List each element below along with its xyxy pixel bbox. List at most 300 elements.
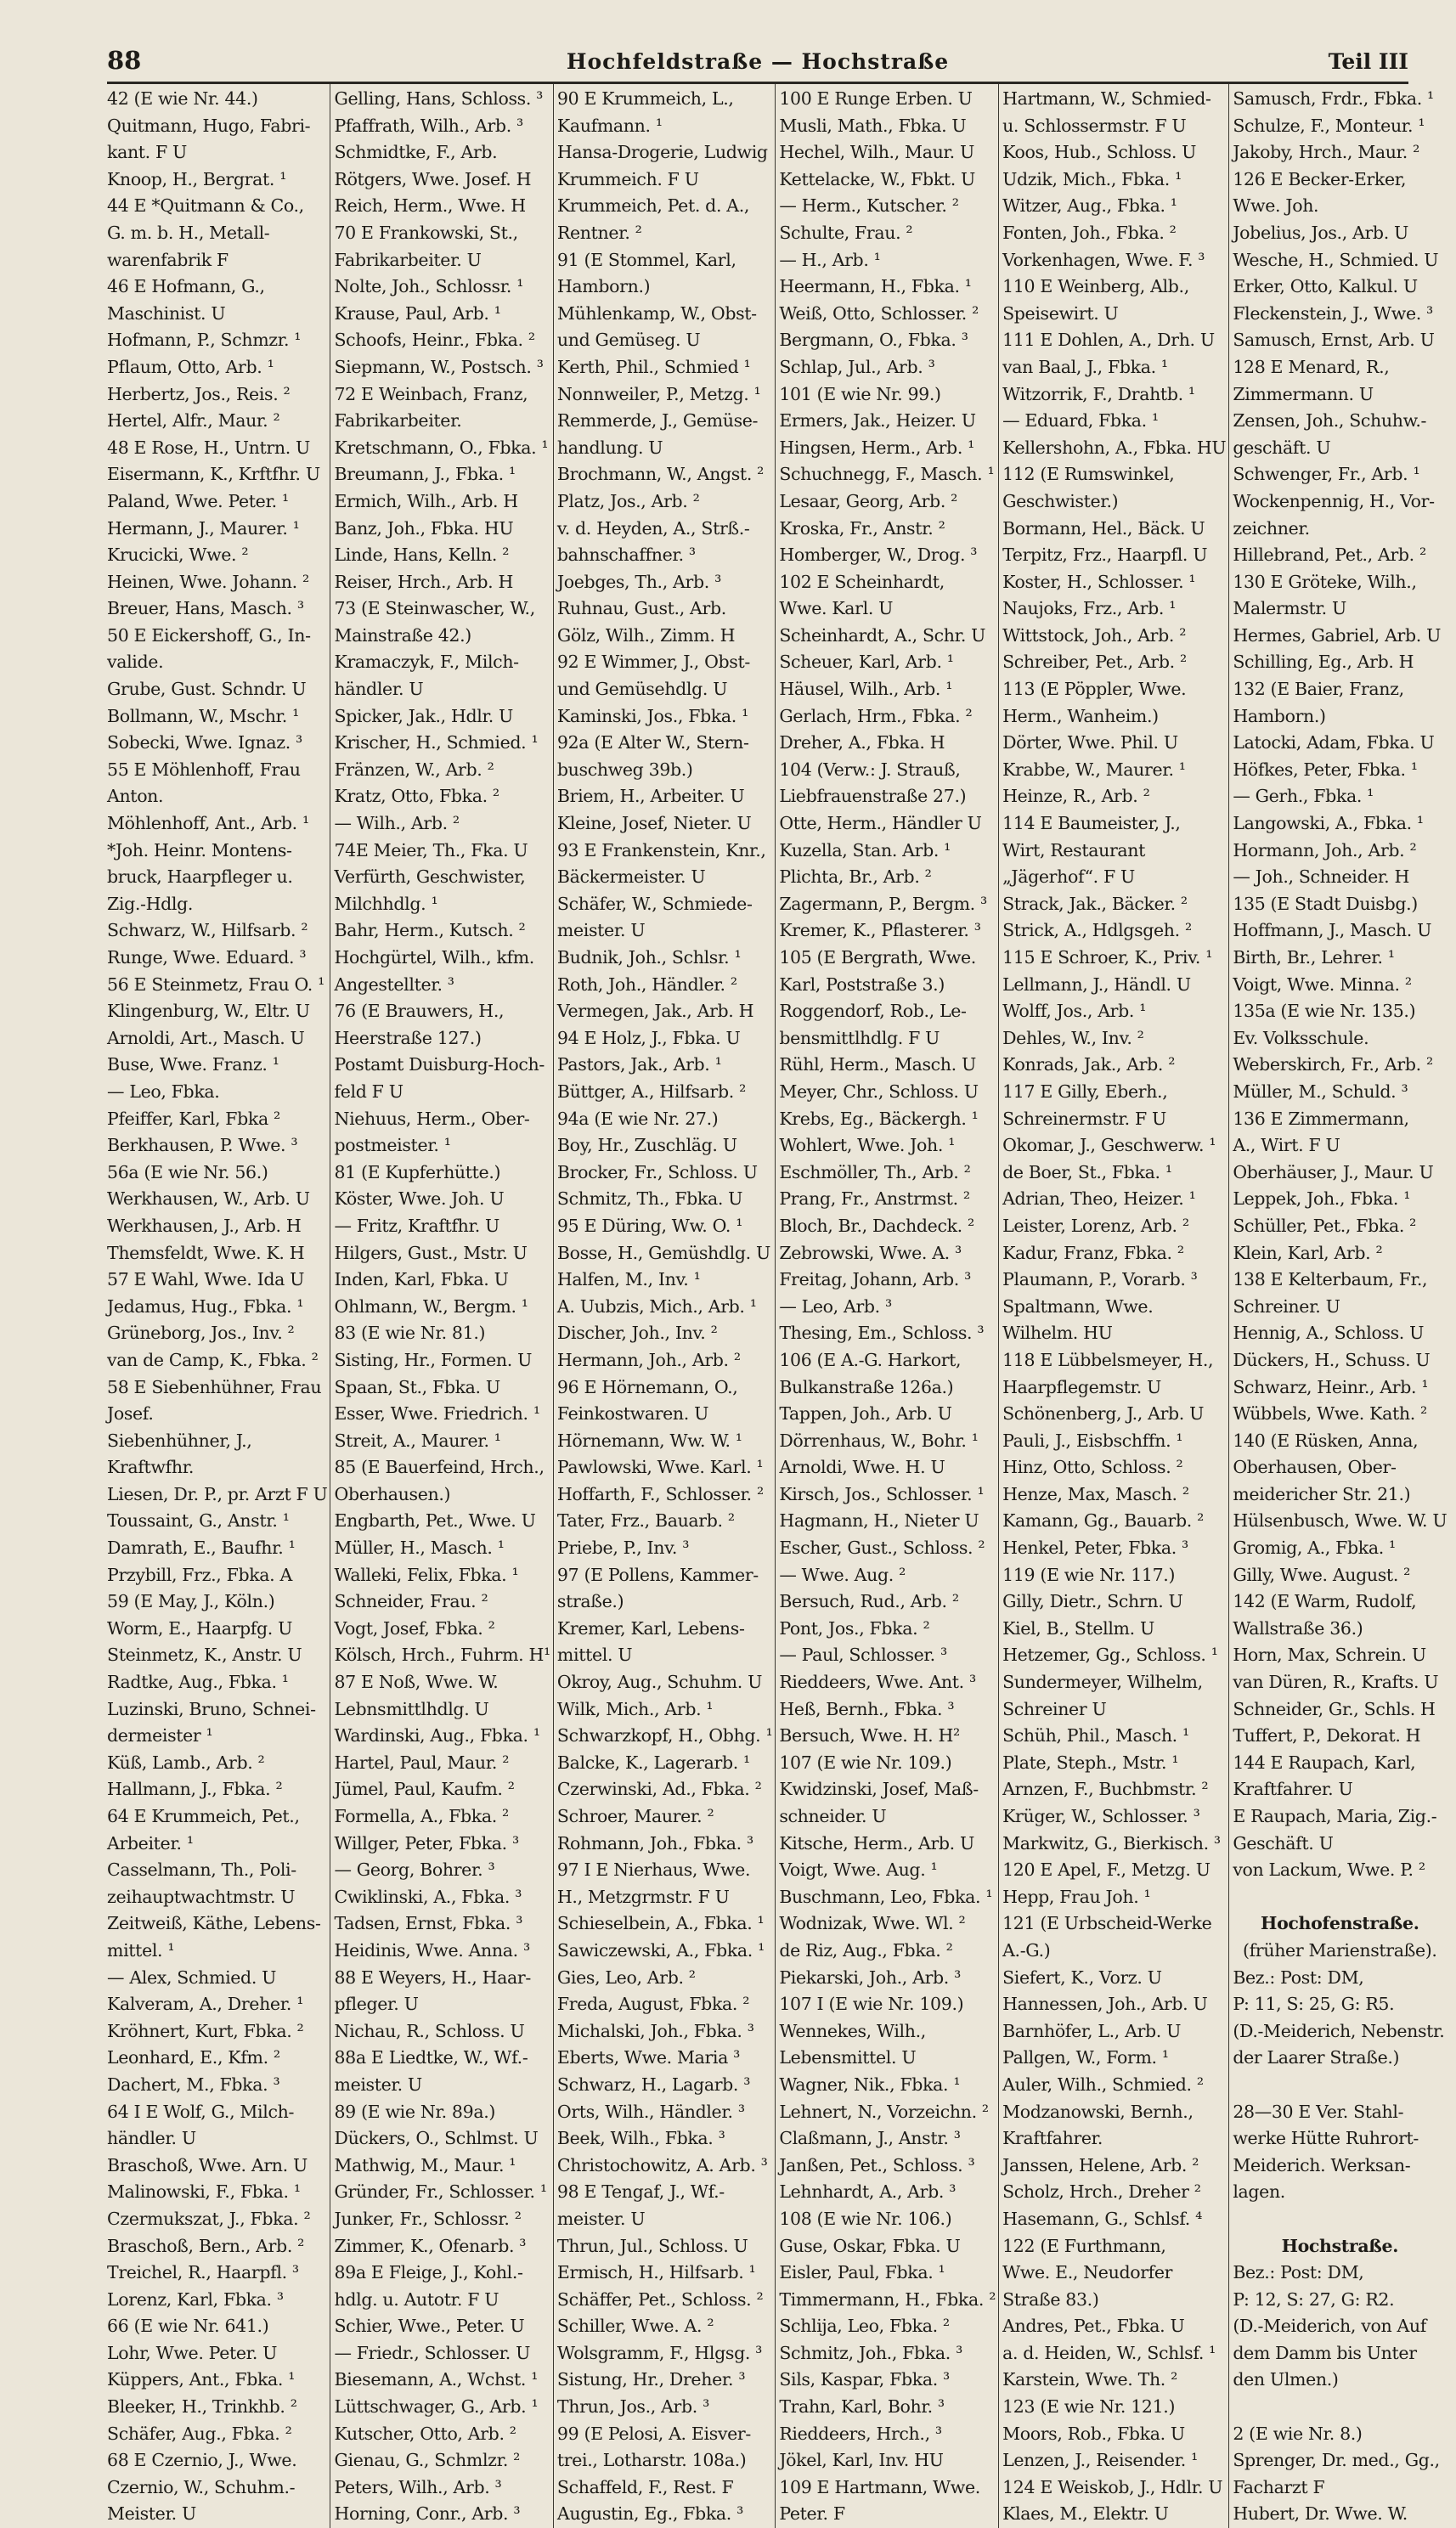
directory-entry: Henze, Max, Masch. ² — [1002, 1483, 1189, 1504]
directory-entry: Timmermann, H., Fbka. ² — [779, 2288, 996, 2310]
directory-entry: zeichner. — [1233, 517, 1310, 539]
directory-entry: Sisting, Hr., Formen. U — [334, 1349, 533, 1370]
directory-entry: Escher, Gust., Schloss. ² — [779, 1538, 985, 1559]
directory-entry: Engbarth, Pet., Wwe. U — [334, 1510, 536, 1532]
directory-entry: Przybill, Frz., Fbka. A — [107, 1564, 292, 1585]
directory-entry: 109 E Hartmann, Wwe. — [779, 2476, 980, 2497]
directory-entry: Hillebrand, Pet., Arb. ² — [1233, 545, 1426, 566]
directory-entry: Schüh, Phil., Masch. ¹ — [1002, 1725, 1189, 1746]
street-note: (früher Marienstraße). — [1243, 1939, 1437, 1961]
directory-entry: Dörrenhaus, W., Bohr. ¹ — [779, 1430, 979, 1451]
directory-entry: Kiel, B., Stellm. U — [1002, 1617, 1154, 1639]
directory-entry: Wwe. E., Neudorfer — [1002, 2262, 1173, 2283]
directory-entry: Sundermeyer, Wilhelm, — [1002, 1672, 1203, 1693]
directory-entry: Werkhausen, J., Arb. H — [107, 1215, 302, 1236]
directory-entry: Haarpflegemstr. U — [1002, 1376, 1161, 1397]
directory-entry: Radtke, Aug., Fbka. ¹ — [107, 1672, 289, 1693]
directory-entry: 98 E Tengaf, J., Wf.- — [556, 2181, 725, 2203]
directory-entry: 88 E Weyers, H., Haar- — [334, 1967, 531, 1988]
directory-entry: Tater, Frz., Bauarb. ² — [556, 1510, 735, 1532]
directory-entry: Breumann, J., Fbka. ¹ — [334, 464, 516, 485]
directory-entry: Anton. — [107, 786, 164, 807]
directory-entry: 93 E Frankenstein, Knr., — [556, 839, 766, 861]
directory-entry: 76 (E Brauwers, H., — [334, 1001, 505, 1022]
directory-entry: Wilk, Mich., Arb. ¹ — [556, 1698, 714, 1719]
directory-entry: 92a (E Alter W., Stern- — [556, 732, 749, 753]
directory-entry: Hamborn.) — [556, 276, 651, 297]
directory-entry: Paland, Wwe. Peter. ¹ — [107, 490, 289, 511]
directory-entry: Platz, Jos., Arb. ² — [556, 490, 700, 511]
directory-entry: Freda, August, Fbka. ² — [556, 1994, 750, 2015]
directory-entry: Kwidzinski, Josef, Maß- — [779, 1779, 979, 1800]
directory-entry: Klingenburg, W., Eltr. U — [107, 1001, 310, 1022]
directory-entry: 124 E Weiskob, J., Hdlr. U — [1002, 2476, 1223, 2497]
directory-entry: Braschoß, Bern., Arb. ² — [107, 2235, 305, 2256]
directory-entry: — Eduard, Fbka. ¹ — [1002, 410, 1159, 432]
directory-entry: Krabbe, W., Maurer. ¹ — [1002, 759, 1186, 780]
directory-entry: Bez.: Post: DM, — [1233, 2262, 1364, 2283]
directory-entry: Nonnweiler, P., Metzg. ¹ — [556, 383, 761, 404]
directory-entry: Peters, Wilh., Arb. ³ — [334, 2476, 502, 2497]
directory-entry: Homberger, W., Drog. ³ — [779, 545, 978, 566]
directory-entry: Bez.: Post: DM, — [1233, 1967, 1364, 1988]
directory-entry: Formella, A., Fbka. ² — [334, 1806, 509, 1826]
directory-entry: Oberhäuser, J., Maur. U — [1233, 1161, 1434, 1182]
directory-entry: Lesaar, Georg, Arb. ² — [779, 490, 958, 511]
directory-entry: Meiderich. Werksan- — [1233, 2154, 1411, 2175]
directory-entry: Michalski, Joh., Fbka. ³ — [556, 2020, 754, 2041]
directory-entry: Küppers, Ant., Fbka. ¹ — [107, 2369, 296, 2390]
directory-entry: handlung. U — [556, 437, 663, 458]
directory-entry: Pflaum, Otto, Arb. ¹ — [107, 356, 274, 377]
directory-entry — [1233, 2394, 1447, 2421]
directory-entry: Hannessen, Joh., Arb. U — [1002, 1994, 1208, 2015]
directory-entry: Schüller, Pet., Fbka. ² — [1233, 1215, 1417, 1236]
directory-entry: Liebfrauenstraße 27.) — [779, 786, 967, 807]
directory-entry: Reiser, Hrch., Arb. H — [334, 571, 514, 592]
directory-entry: Zimmermann. U — [1233, 383, 1374, 404]
directory-entry: Siepmann, W., Postsch. ³ — [334, 356, 544, 377]
directory-entry: Fleckenstein, J., Wwe. ³ — [1233, 302, 1433, 324]
directory-entry: Czerwinski, Ad., Fbka. ² — [556, 1779, 762, 1800]
directory-entry: Bollmann, W., Mschr. ¹ — [107, 705, 299, 726]
directory-entry: Pont, Jos., Fbka. ² — [779, 1617, 930, 1639]
directory-entry: van Baal, J., Fbka. ¹ — [1002, 356, 1168, 377]
directory-entry: Schäfer, Aug., Fbka. ² — [107, 2423, 292, 2444]
directory-entry: Wirt, Restaurant — [1002, 839, 1146, 861]
directory-entry: Budnik, Joh., Schlsr. ¹ — [556, 947, 742, 968]
directory-entry: Fonten, Joh., Fbka. ² — [1002, 222, 1177, 243]
directory-entry: Postamt Duisburg-Hoch- — [334, 1054, 545, 1075]
directory-entry: Plate, Steph., Mstr. ¹ — [1002, 1752, 1179, 1773]
directory-entry: Eschmöller, Th., Arb. ² — [779, 1161, 971, 1182]
directory-entry: Nichau, R., Schloss. U — [334, 2020, 525, 2041]
directory-entry: 92 E Wimmer, J., Obst- — [556, 652, 750, 673]
directory-entry: Bloch, Br., Dachdeck. ² — [779, 1215, 974, 1236]
directory-entry: Hülsenbusch, Wwe. W. U — [1233, 1510, 1448, 1532]
directory-entry: Markwitz, G., Bierkisch. ³ — [1002, 1832, 1221, 1854]
directory-entry: bahnschaffner. ³ — [556, 545, 696, 566]
directory-entry: Adrian, Theo, Heizer. ¹ — [1002, 1188, 1196, 1210]
column-2 — [330, 84, 552, 2528]
directory-entry: van Düren, R., Krafts. U — [1233, 1672, 1439, 1693]
directory-entry: Spaltmann, Wwe. — [1002, 1295, 1154, 1317]
directory-entry: Maschinist. U — [107, 302, 226, 324]
directory-entry: Schmidtke, F., Arb. — [334, 142, 498, 163]
directory-entry: Hubert, Dr. Wwe. W. — [1233, 2503, 1408, 2525]
directory-entry: Strick, A., Hdlgsgeh. ² — [1002, 920, 1192, 941]
directory-entry: Pfeiffer, Karl, Fbka ² — [107, 1108, 280, 1129]
directory-entry: Eisler, Paul, Fbka. ¹ — [779, 2262, 945, 2283]
directory-entry: Priebe, P., Inv. ³ — [556, 1538, 690, 1559]
directory-entry: (D.-Meiderich, von Auf — [1233, 2316, 1427, 2337]
directory-entry: Küß, Lamb., Arb. ² — [107, 1752, 265, 1773]
directory-entry: Augustin, Eg., Fbka. ³ — [556, 2503, 743, 2525]
directory-entry: 135 (E Stadt Duisbg.) — [1233, 893, 1418, 914]
directory-entry: Kroska, Fr., Anstr. ² — [779, 517, 945, 539]
directory-entry: Latocki, Adam, Fbka. U — [1233, 732, 1435, 753]
directory-entry: feld F U — [334, 1081, 404, 1102]
directory-entry: Hennig, A., Schloss. U — [1233, 1323, 1425, 1344]
directory-entry: a. d. Heiden, W., Schlsf. ¹ — [1002, 2342, 1216, 2363]
directory-entry: 73 (E Steinwascher, W., — [334, 598, 535, 619]
directory-entry: Rieddeers, Hrch., ³ — [779, 2423, 942, 2444]
directory-entry: und Gemüseg. U — [556, 330, 701, 351]
directory-entry: Kaminski, Jos., Fbka. ¹ — [556, 705, 748, 726]
directory-entry: Scheuer, Karl, Arb. ¹ — [779, 652, 954, 673]
directory-entry: Inden, Karl, Fbka. U — [334, 1269, 509, 1290]
directory-entry: — Alex, Schmied. U — [107, 1967, 277, 1988]
directory-entry: Milchhdlg. ¹ — [334, 893, 438, 914]
directory-entry: Plichta, Br., Arb. ² — [779, 866, 932, 888]
directory-entry: Bleeker, H., Trinkhb. ² — [107, 2396, 297, 2418]
directory-entry: Hamborn.) — [1233, 705, 1326, 726]
directory-entry: — Paul, Schlosser. ³ — [779, 1645, 947, 1666]
directory-entry: — Gerh., Fbka. ¹ — [1233, 786, 1374, 807]
directory-entry: Kutscher, Otto, Arb. ² — [334, 2423, 516, 2444]
directory-entry: trei., Lotharstr. 108a.) — [556, 2450, 747, 2471]
directory-entry: Kuzella, Stan. Arb. ¹ — [779, 839, 951, 861]
directory-entry: der Laarer Straße.) — [1233, 2047, 1400, 2068]
directory-entry: 135a (E wie Nr. 135.) — [1233, 1001, 1416, 1022]
directory-entry: — Herm., Kutscher. ² — [779, 195, 959, 217]
directory-entry: Herbertz, Jos., Reis. ² — [107, 383, 291, 404]
directory-entry: Freitag, Johann, Arb. ³ — [779, 1269, 971, 1290]
directory-entry: Schäffer, Pet., Schloss. ² — [556, 2288, 764, 2310]
directory-entry: Langowski, A., Fbka. ¹ — [1233, 813, 1424, 834]
directory-entry: Toussaint, G., Anstr. ¹ — [107, 1510, 290, 1532]
directory-entry: Luzinski, Bruno, Schnei- — [107, 1698, 316, 1719]
directory-entry: Wwe. Joh. — [1233, 195, 1319, 217]
directory-entry: Hörnemann, Ww. W. ¹ — [556, 1430, 742, 1451]
directory-entry: Lehnert, N., Vorzeichn. ² — [779, 2101, 989, 2122]
directory-entry: Feinkostwaren. U — [556, 1403, 709, 1425]
directory-entry: Koos, Hub., Schloss. U — [1002, 142, 1197, 163]
directory-entry: Hansa-Drogerie, Ludwig — [556, 142, 768, 163]
directory-entry: Meister. U — [107, 2503, 196, 2525]
directory-entry: Wohlert, Wwe. Joh. ¹ — [779, 1135, 956, 1156]
directory-entry: Schneider, Frau. ² — [334, 1591, 488, 1612]
section-part: Teil III — [1328, 49, 1408, 74]
directory-entry: Grube, Gust. Schndr. U — [107, 679, 307, 700]
page-number: 88 — [107, 46, 142, 75]
directory-entry: Schulze, F., Monteur. ¹ — [1233, 115, 1425, 136]
directory-entry: Spaan, St., Fbka. U — [334, 1376, 500, 1397]
directory-entry: Kraftfahrer. — [1002, 2128, 1103, 2149]
directory-entry: 85 (E Bauerfeind, Hrch., — [334, 1457, 545, 1478]
directory-entry: Streit, A., Maurer. ¹ — [334, 1430, 501, 1451]
directory-entry: P: 12, S: 27, G: R2. — [1233, 2288, 1395, 2310]
directory-entry: 110 E Weinberg, Alb., — [1002, 276, 1189, 297]
directory-entry: Schieselbein, A., Fbka. ¹ — [556, 1913, 765, 1934]
directory-entry: Schroer, Maurer. ² — [556, 1806, 714, 1826]
directory-entry: Walleki, Felix, Fbka. ¹ — [334, 1564, 519, 1585]
directory-entry: Zig.-Hdlg. — [107, 893, 194, 914]
directory-entry: P: 11, S: 25, G: R5. — [1233, 1994, 1395, 2015]
directory-entry: Kremer, K., Pflasterer. ³ — [779, 920, 981, 941]
directory-entry: Schier, Wwe., Peter. U — [334, 2316, 525, 2337]
directory-entry: Zeitweiß, Käthe, Lebens- — [107, 1913, 321, 1934]
directory-entry: 28—30 E Ver. Stahl- — [1233, 2101, 1404, 2122]
directory-entry: Krucicki, Wwe. ² — [107, 545, 249, 566]
directory-entry: Boy, Hr., Zuschläg. U — [556, 1135, 737, 1156]
directory-entry: Wagner, Nik., Fbka. ¹ — [779, 2074, 961, 2095]
directory-entry: postmeister. ¹ — [334, 1135, 451, 1156]
directory-entry: 107 I (E wie Nr. 109.) — [779, 1994, 964, 2015]
directory-entry: Kaufmann. ¹ — [556, 115, 663, 136]
directory-entry: de Boer, St., Fbka. ¹ — [1002, 1161, 1172, 1182]
directory-entry: 105 (E Bergrath, Wwe. — [779, 947, 976, 968]
directory-entry: 83 (E wie Nr. 81.) — [334, 1323, 486, 1344]
directory-entry: lagen. — [1233, 2181, 1285, 2203]
directory-entry: Brochmann, W., Angst. ² — [556, 464, 765, 485]
directory-entry: 66 (E wie Nr. 641.) — [107, 2316, 269, 2337]
directory-entry: Treichel, R., Haarpfl. ³ — [107, 2262, 299, 2283]
directory-entry: Ruhnau, Gust., Arb. — [556, 598, 726, 619]
directory-entry: Rühl, Herm., Masch. U — [779, 1054, 976, 1075]
directory-entry: Kamann, Gg., Bauarb. ² — [1002, 1510, 1204, 1532]
directory-entry: Leonhard, E., Kfm. ² — [107, 2047, 280, 2068]
directory-entry: Höfkes, Peter, Fbka. ¹ — [1233, 759, 1418, 780]
directory-entry: Schmitz, Joh., Fbka. ³ — [779, 2342, 962, 2363]
directory-entry: Vorkenhagen, Wwe. F. ³ — [1002, 249, 1205, 270]
directory-entry: 120 E Apel, F., Metzg. U — [1002, 1859, 1211, 1881]
directory-entry: Schwarz, Heinr., Arb. ¹ — [1233, 1376, 1429, 1397]
directory-entry: Hingsen, Herm., Arb. ¹ — [779, 437, 975, 458]
directory-entry: Schneider, Gr., Schls. H — [1233, 1698, 1436, 1719]
directory-entry: Gerlach, Hrm., Fbka. ² — [779, 705, 973, 726]
directory-entry: H., Metzgrmstr. F U — [556, 1886, 730, 1907]
directory-entry: Eberts, Wwe. Maria ³ — [556, 2047, 741, 2068]
directory-entry: Hoffmann, J., Masch. U — [1233, 920, 1432, 941]
directory-entry: 89 (E wie Nr. 89a.) — [334, 2101, 496, 2122]
directory-entry: 107 (E wie Nr. 109.) — [779, 1752, 952, 1773]
directory-entry: G. m. b. H., Metall- — [107, 222, 270, 243]
directory-entry: Lohr, Wwe. Peter. U — [107, 2342, 278, 2363]
directory-entry: Knoop, H., Bergrat. ¹ — [107, 168, 287, 189]
directory-entry: Banz, Joh., Fbka. HU — [334, 517, 514, 539]
directory-entry: geschäft. U — [1233, 437, 1331, 458]
directory-entry: Klein, Karl, Arb. ² — [1233, 1242, 1383, 1263]
directory-entry: Pauli, J., Eisbschffn. ¹ — [1002, 1430, 1183, 1451]
directory-entry: Kraftwfhr. — [107, 1457, 195, 1478]
directory-entry: Bormann, Hel., Bäck. U — [1002, 517, 1205, 539]
directory-entry: händler. U — [334, 679, 424, 700]
directory-entry: Karl, Poststraße 3.) — [779, 973, 945, 995]
directory-entry: Prang, Fr., Anstrmst. ² — [779, 1188, 970, 1210]
directory-entry: Schreiber, Pet., Arb. ² — [1002, 652, 1187, 673]
directory-entry: Weiß, Otto, Schlosser. ² — [779, 302, 979, 324]
directory-entry: 104 (Verw.: J. Strauß, — [779, 759, 961, 780]
directory-entry: 96 E Hörnemann, O., — [556, 1376, 738, 1397]
directory-entry: Schoofs, Heinr., Fbka. ² — [334, 330, 535, 351]
directory-entry: Hasemann, G., Schlsf. ⁴ — [1002, 2208, 1202, 2229]
directory-entry: Discher, Joh., Inv. ² — [556, 1323, 718, 1344]
directory-entry: van de Camp, K., Fbka. ² — [107, 1349, 319, 1370]
directory-entry: Roggendorf, Rob., Le- — [779, 1001, 967, 1022]
directory-entry: Modzanowski, Bernh., — [1002, 2101, 1194, 2122]
directory-entry: Hinz, Otto, Schloss. ² — [1002, 1457, 1183, 1478]
directory-entry: Jümel, Paul, Kaufm. ² — [334, 1779, 515, 1800]
directory-entry: Rohmann, Joh., Fbka. ³ — [556, 1832, 753, 1854]
directory-entry: bensmittlhdlg. F U — [779, 1027, 940, 1048]
directory-entry: Kratz, Otto, Fbka. ² — [334, 786, 499, 807]
directory-entry: Zimmer, K., Ofenarb. ³ — [334, 2235, 527, 2256]
street-heading: Hochofenstraße. — [1261, 1913, 1419, 1934]
directory-entry: Gölz, Wilh., Zimm. H — [556, 624, 736, 646]
directory-entry: Lebensmittel. U — [779, 2047, 917, 2068]
directory-entry: Geschäft. U — [1233, 1832, 1334, 1854]
directory-entry: Schilling, Eg., Arb. H — [1233, 652, 1414, 673]
directory-entry: Zensen, Joh., Schuhw.- — [1233, 410, 1427, 432]
directory-entry: Naujoks, Frz., Arb. ¹ — [1002, 598, 1177, 619]
directory-entry: Ermers, Jak., Heizer. U — [779, 410, 976, 432]
directory-entry: Niehuus, Herm., Ober- — [334, 1108, 530, 1129]
directory-entry: Wallstraße 36.) — [1233, 1617, 1363, 1639]
directory-entry: Schlap, Jul., Arb. ³ — [779, 356, 935, 377]
directory-entry: 91 (E Stommel, Karl, — [556, 249, 736, 270]
directory-entry: Gies, Leo, Arb. ² — [556, 1967, 696, 1988]
directory-entry: Hermann, J., Maurer. ¹ — [107, 517, 300, 539]
directory-entry: 108 (E wie Nr. 106.) — [779, 2208, 952, 2229]
directory-entry: Jedamus, Hug., Fbka. ¹ — [107, 1295, 304, 1317]
directory-entry: Fabrikarbeiter. — [334, 410, 462, 432]
directory-entry: Horning, Conr., Arb. ³ — [334, 2503, 521, 2525]
directory-entry: Schaffeld, F., Rest. F — [556, 2476, 734, 2497]
directory-entry: Zebrowski, Wwe. A. ³ — [779, 1242, 962, 1263]
directory-entry: Gelling, Hans, Schloss. ³ — [334, 88, 544, 109]
directory-entry: v. d. Heyden, A., Strß.- — [556, 517, 750, 539]
directory-entry: Witzorrik, F., Drahtb. ¹ — [1002, 383, 1195, 404]
directory-entry: 44 E *Quitmann & Co., — [107, 195, 304, 217]
directory-entry: Krause, Paul, Arb. ¹ — [334, 302, 501, 324]
directory-entry: Leppek, Joh., Fbka. ¹ — [1233, 1188, 1411, 1210]
directory-entry: von Lackum, Wwe. P. ² — [1233, 1859, 1425, 1881]
directory-entry: Buse, Wwe. Franz. ¹ — [107, 1054, 279, 1075]
directory-entry: Koster, H., Schlosser. ¹ — [1002, 571, 1196, 592]
directory-entry: Czernio, W., Schuhm.- — [107, 2476, 296, 2497]
directory-entry: Orts, Wilh., Händler. ³ — [556, 2101, 745, 2122]
directory-entry: Heerstraße 127.) — [334, 1027, 482, 1048]
directory-entry: Udzik, Mich., Fbka. ¹ — [1002, 168, 1182, 189]
column-6 — [1228, 84, 1449, 2528]
directory-entry: Henkel, Peter, Fbka. ³ — [1002, 1538, 1188, 1559]
directory-entry: Musli, Math., Fbka. U — [779, 115, 967, 136]
directory-entry: A. Uubzis, Mich., Arb. ¹ — [556, 1295, 757, 1317]
directory-entry: kant. F U — [107, 142, 187, 163]
directory-entry: Roth, Joh., Händler. ² — [556, 973, 737, 995]
page-title: Hochfeldstraße — Hochstraße — [566, 49, 950, 74]
directory-entry: Thesing, Em., Schloss. ³ — [779, 1323, 985, 1344]
directory-entry: 88a E Liedtke, W., Wf.- — [334, 2047, 528, 2068]
directory-entry: 95 E Düring, Ww. O. ¹ — [556, 1215, 743, 1236]
directory-entry: A.-G.) — [1002, 1939, 1051, 1961]
directory-entry: Lenzen, J., Reisender. ¹ — [1002, 2450, 1199, 2471]
directory-entry: Joebges, Th., Arb. ³ — [556, 571, 721, 592]
directory-entry: 58 E Siebenhühner, Frau — [107, 1376, 322, 1397]
directory-entry: Buschmann, Leo, Fbka. ¹ — [779, 1886, 993, 1907]
directory-entry: Lebnsmittlhdlg. U — [334, 1698, 489, 1719]
directory-entry: schneider. U — [779, 1806, 887, 1826]
directory-entry: Köster, Wwe. Joh. U — [334, 1188, 505, 1210]
directory-entry: Brocker, Fr., Schloss. U — [556, 1161, 758, 1182]
directory-entry: Meyer, Chr., Schloss. U — [779, 1081, 979, 1102]
directory-entry: Hertel, Alfr., Maur. ² — [107, 410, 280, 432]
directory-entry: Piekarski, Joh., Arb. ³ — [779, 1967, 962, 1988]
directory-entry: Lorenz, Karl, Fbka. ³ — [107, 2288, 284, 2310]
directory-entry: Kadur, Franz, Fbka. ² — [1002, 1242, 1184, 1263]
directory-entry: Dückers, O., Schlmst. U — [334, 2128, 539, 2149]
directory-entry: 132 (E Baier, Franz, — [1233, 679, 1404, 700]
directory-entry: Kitsche, Herm., Arb. U — [779, 1832, 974, 1854]
directory-entry: Otte, Herm., Händler U — [779, 813, 982, 834]
directory-entry: Nolte, Joh., Schlossr. ¹ — [334, 276, 524, 297]
directory-entry: 126 E Becker-Erker, — [1233, 168, 1407, 189]
directory-entry: Bersuch, Rud., Arb. ² — [779, 1591, 959, 1612]
directory-entry: Josef. — [107, 1403, 154, 1425]
directory-entry: 113 (E Pöppler, Wwe. — [1002, 679, 1187, 700]
directory-entry: 72 E Weinbach, Franz, — [334, 383, 528, 404]
directory-entry: Wockenpennig, H., Vor- — [1233, 490, 1435, 511]
directory-entry: Hagmann, H., Nieter U — [779, 1510, 979, 1532]
directory-entry: Barnhöfer, L., Arb. U — [1002, 2020, 1182, 2041]
directory-entry: Christochowitz, A. Arb. ³ — [556, 2154, 768, 2175]
directory-entry: Wilhelm. HU — [1002, 1323, 1113, 1344]
directory-entry: 121 (E Urbscheid-Werke — [1002, 1913, 1212, 1934]
directory-entry: de Riz, Aug., Fbka. ² — [779, 1939, 953, 1961]
directory-entry: Siefert, K., Vorz. U — [1002, 1967, 1162, 1988]
directory-entry: Bergmann, O., Fbka. ³ — [779, 330, 968, 351]
directory-entry: Janssen, Helene, Arb. ² — [1002, 2154, 1199, 2175]
directory-entry: Gilly, Dietr., Schrn. U — [1002, 1591, 1183, 1612]
directory-entry: Willger, Peter, Fbka. ³ — [334, 1832, 519, 1854]
directory-entry: Gründer, Fr., Schlosser. ¹ — [334, 2181, 547, 2203]
directory-entry: 89a E Fleige, J., Kohl.- — [334, 2262, 523, 2283]
column-5 — [998, 84, 1228, 2528]
directory-entry: Esser, Wwe. Friedrich. ¹ — [334, 1403, 540, 1425]
directory-entry: A., Wirt. F U — [1233, 1135, 1340, 1156]
directory-entry: Schwenger, Fr., Arb. ¹ — [1233, 464, 1420, 485]
directory-entry: Ohlmann, W., Bergm. ¹ — [334, 1295, 528, 1317]
directory-entry: meister. U — [556, 920, 646, 941]
directory-entry: Bäckermeister. U — [556, 866, 706, 888]
directory-entry: Lehnhardt, A., Arb. ³ — [779, 2181, 957, 2203]
directory-entry: — Friedr., Schlosser. U — [334, 2342, 531, 2363]
directory-entry: Arnoldi, Wwe. H. U — [779, 1457, 945, 1478]
directory-entry: — Leo, Fbka. — [107, 1081, 220, 1102]
directory-entry: Schmitz, Th., Fbka. U — [556, 1188, 743, 1210]
directory-entry: Hallmann, J., Fbka. ² — [107, 1779, 283, 1800]
